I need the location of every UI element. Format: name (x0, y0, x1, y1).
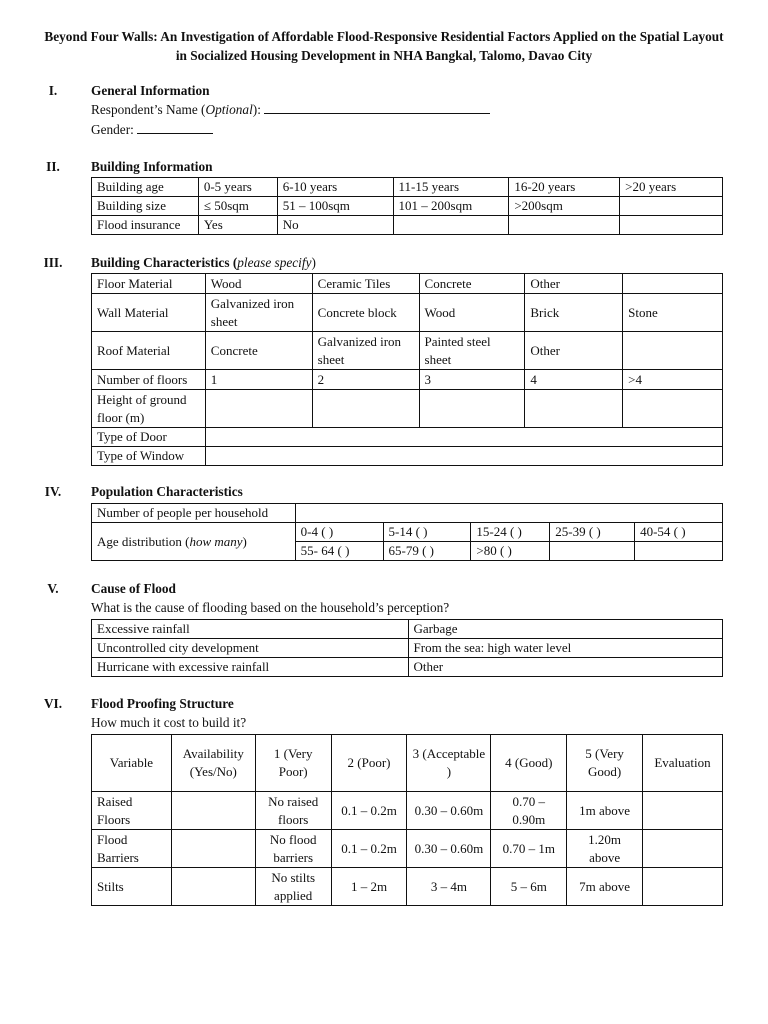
cause-question: What is the cause of flooding based on the household’s perception? (91, 600, 450, 615)
table-cell[interactable]: Other (525, 332, 623, 370)
flood-proofing-table (91, 734, 723, 906)
table-cell[interactable] (205, 390, 312, 428)
respondent-name-line: Respondent’s Name (Optional): (91, 102, 490, 118)
table-row (92, 294, 723, 332)
row-label: Building age (92, 178, 199, 197)
table-cell[interactable] (623, 274, 723, 294)
section-5-number: V. (47, 581, 59, 596)
table-cell[interactable]: 0-5 years (198, 178, 277, 197)
table-header-row (92, 735, 723, 792)
gender-label: Gender: (91, 122, 134, 137)
table-row (92, 390, 723, 428)
gender-line (91, 122, 213, 138)
table-cell[interactable] (620, 216, 723, 235)
column-header: 3 (Acceptable ) (407, 735, 491, 792)
table-cell[interactable]: From the sea: high water level (408, 639, 722, 658)
table-cell[interactable]: Concrete block (312, 294, 419, 332)
column-header: Availability (Yes/No) (171, 735, 255, 792)
table-cell[interactable]: Garbage (408, 620, 722, 639)
evaluation-field[interactable] (643, 830, 723, 868)
column-header: 5 (Very Good) (567, 735, 643, 792)
section-3-heading: Building Characteristics (please specify) (91, 255, 316, 270)
table-cell[interactable]: 51 – 100sqm (277, 197, 393, 216)
table-row (92, 792, 723, 830)
table-cell[interactable]: No raised floors (255, 792, 331, 830)
section-5-heading: Cause of Flood (91, 581, 176, 596)
table-cell[interactable]: >20 years (620, 178, 723, 197)
table-cell[interactable] (509, 216, 620, 235)
people-count-field[interactable] (295, 504, 722, 523)
table-row (92, 216, 723, 235)
table-cell[interactable]: 0.30 – 0.60m (407, 830, 491, 868)
table-row (92, 504, 723, 523)
availability-field[interactable] (171, 868, 255, 906)
table-cell[interactable]: 5-14 ( ) (383, 523, 471, 542)
table-row (92, 620, 723, 639)
evaluation-field[interactable] (643, 792, 723, 830)
table-cell[interactable]: 0.1 – 0.2m (331, 830, 407, 868)
row-label: Raised Floors (92, 792, 172, 830)
row-label: Number of floors (92, 370, 206, 390)
table-cell[interactable] (623, 390, 723, 428)
respondent-name-field[interactable] (264, 102, 490, 114)
table-cell[interactable] (623, 332, 723, 370)
column-header: Evaluation (643, 735, 723, 792)
table-cell[interactable] (635, 542, 723, 561)
table-cell[interactable]: 0-4 ( ) (295, 523, 383, 542)
row-label: Stilts (92, 868, 172, 906)
table-cell[interactable]: 0.70 – 0.90m (491, 792, 567, 830)
section-4-heading: Population Characteristics (91, 484, 243, 499)
table-cell[interactable]: 6-10 years (277, 178, 393, 197)
cost-question: How much it cost to build it? (91, 715, 247, 730)
evaluation-field[interactable] (643, 868, 723, 906)
table-cell[interactable] (393, 216, 509, 235)
table-cell[interactable]: Galvanized iron sheet (312, 332, 419, 370)
table-cell[interactable] (550, 542, 635, 561)
availability-field[interactable] (171, 792, 255, 830)
gender-field[interactable] (137, 122, 213, 134)
table-cell[interactable]: 0.70 – 1m (491, 830, 567, 868)
row-label: Type of Door (92, 428, 206, 447)
table-cell[interactable]: No (277, 216, 393, 235)
table-row (92, 639, 723, 658)
table-cell[interactable]: ≤ 50sqm (198, 197, 277, 216)
table-cell[interactable]: Stone (623, 294, 723, 332)
table-cell[interactable]: Galvanized iron sheet (205, 294, 312, 332)
table-cell[interactable]: 101 – 200sqm (393, 197, 509, 216)
column-header: 2 (Poor) (331, 735, 407, 792)
table-row (92, 370, 723, 390)
table-cell[interactable]: Painted steel sheet (419, 332, 525, 370)
table-cell[interactable]: 25-39 ( ) (550, 523, 635, 542)
optional-label: Optional (205, 102, 253, 117)
table-row (92, 197, 723, 216)
table-cell[interactable]: 1m above (567, 792, 643, 830)
row-label: Flood Barriers (92, 830, 172, 868)
table-row (92, 274, 723, 294)
section-6-heading: Flood Proofing Structure (91, 696, 234, 711)
table-cell[interactable]: 1 (205, 370, 312, 390)
row-label: Building size (92, 197, 199, 216)
availability-field[interactable] (171, 830, 255, 868)
table-cell[interactable]: 0.30 – 0.60m (407, 792, 491, 830)
section-3-number: III. (43, 255, 63, 270)
table-cell[interactable] (312, 390, 419, 428)
section-2-heading: Building Information (91, 159, 213, 174)
table-cell[interactable] (525, 390, 623, 428)
table-cell[interactable]: No stilts applied (255, 868, 331, 906)
table-cell[interactable]: Brick (525, 294, 623, 332)
table-cell[interactable]: Excessive rainfall (92, 620, 409, 639)
column-header: Variable (92, 735, 172, 792)
row-label: Floor Material (92, 274, 206, 294)
row-label: Type of Window (92, 447, 206, 466)
table-cell[interactable]: 3 (419, 370, 525, 390)
table-cell[interactable]: 16-20 years (509, 178, 620, 197)
building-characteristics-table (91, 273, 723, 466)
building-info-table (91, 177, 723, 235)
table-cell[interactable]: >80 ( ) (471, 542, 550, 561)
window-type-field[interactable] (205, 447, 722, 466)
table-cell[interactable]: No flood barriers (255, 830, 331, 868)
table-row (92, 178, 723, 197)
table-row (92, 332, 723, 370)
table-cell[interactable]: 3 – 4m (407, 868, 491, 906)
door-type-field[interactable] (205, 428, 722, 447)
table-cell[interactable]: Concrete (419, 274, 525, 294)
row-label: Flood insurance (92, 216, 199, 235)
table-cell[interactable]: >4 (623, 370, 723, 390)
table-cell[interactable]: 1.20m above (567, 830, 643, 868)
table-cell[interactable]: 7m above (567, 868, 643, 906)
table-cell[interactable]: Other (525, 274, 623, 294)
table-cell[interactable]: Ceramic Tiles (312, 274, 419, 294)
table-row (92, 868, 723, 906)
table-cell[interactable]: 0.1 – 0.2m (331, 792, 407, 830)
table-cell[interactable]: Hurricane with excessive rainfall (92, 658, 409, 677)
table-cell[interactable]: >200sqm (509, 197, 620, 216)
row-label: Height of ground floor (m) (92, 390, 206, 428)
table-cell[interactable]: Uncontrolled city development (92, 639, 409, 658)
table-cell[interactable] (620, 197, 723, 216)
table-cell[interactable]: 5 – 6m (491, 868, 567, 906)
table-cell[interactable]: 55- 64 ( ) (295, 542, 383, 561)
population-table (91, 503, 723, 561)
table-cell[interactable]: 2 (312, 370, 419, 390)
table-row (92, 447, 723, 466)
column-header: 1 (Very Poor) (255, 735, 331, 792)
table-cell[interactable]: 11-15 years (393, 178, 509, 197)
table-row (92, 658, 723, 677)
section-6-number: VI. (43, 696, 63, 711)
row-label: Age distribution (how many) (92, 523, 296, 561)
document-title: Beyond Four Walls: An Investigation of Affordable Flood-Responsive Residential Factors Applied on the Spatial Layout in Socialized Housing Development in NHA Bangkal, Talomo, Davao City (44, 29, 724, 63)
row-label: Wall Material (92, 294, 206, 332)
row-label: Roof Material (92, 332, 206, 370)
section-2-number: II. (46, 159, 60, 174)
table-cell[interactable]: 1 – 2m (331, 868, 407, 906)
table-row (92, 523, 723, 542)
row-label: Number of people per household (92, 504, 296, 523)
table-cell[interactable]: 65-79 ( ) (383, 542, 471, 561)
table-row (92, 830, 723, 868)
table-row (92, 428, 723, 447)
table-cell[interactable]: 40-54 ( ) (635, 523, 723, 542)
section-4-number: IV. (44, 484, 62, 499)
section-1-heading: General Information (91, 83, 210, 98)
table-cell[interactable]: 4 (525, 370, 623, 390)
table-cell[interactable]: Wood (205, 274, 312, 294)
table-cell[interactable]: Other (408, 658, 722, 677)
cause-of-flood-table (91, 619, 723, 677)
table-cell[interactable]: Concrete (205, 332, 312, 370)
table-cell[interactable]: Yes (198, 216, 277, 235)
respondent-name-label: Respondent’s Name ( (91, 102, 206, 117)
section-1-number: I. (48, 83, 58, 98)
table-cell[interactable]: 15-24 ( ) (471, 523, 550, 542)
table-cell[interactable] (419, 390, 525, 428)
column-header: 4 (Good) (491, 735, 567, 792)
table-cell[interactable]: Wood (419, 294, 525, 332)
